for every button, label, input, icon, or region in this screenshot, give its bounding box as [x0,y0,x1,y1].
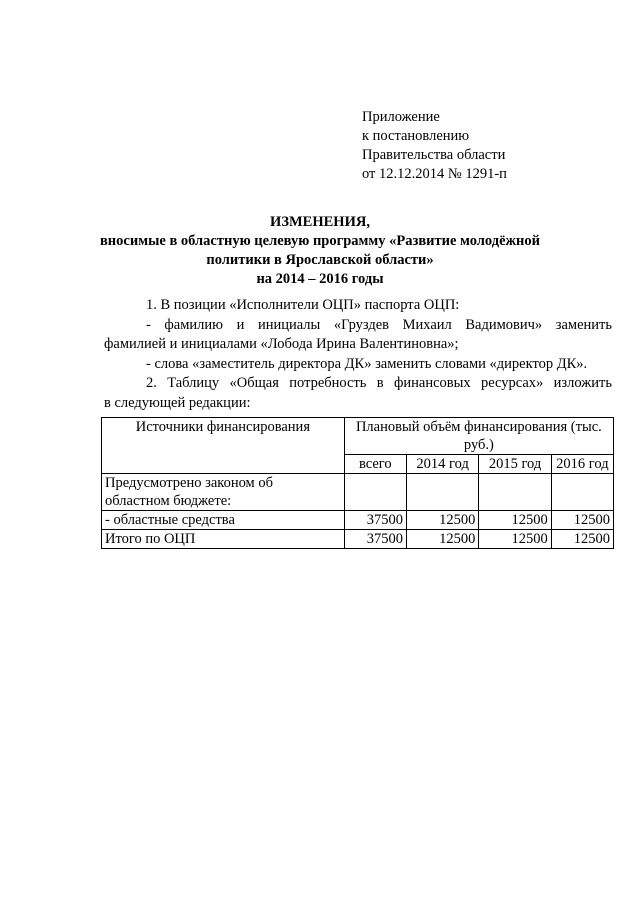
title-line: на 2014 – 2016 годы [256,271,384,287]
table-header-row [102,418,614,455]
row-value: 12500 [479,530,551,549]
appendix-line: к постановлению [362,128,470,144]
appendix-line: Правительства области [362,147,506,163]
row-value: 37500 [344,530,406,549]
subheader-cell: 2016 год [551,455,613,474]
row-label: Предусмотрено законом об областном бюджете: [102,474,345,511]
subheader-cell: 2014 год [406,455,478,474]
row-value: 12500 [406,511,478,530]
document-title [0,213,640,289]
paragraph-4-line-1: 2. Таблицу «Общая потребность в финансовых ресурсах» изложить [146,375,612,391]
paragraph-2-line-1: - фамилию и инициалы «Груздев Михаил Вадимович» заменить [146,316,612,333]
title-line: ИЗМЕНЕНИЯ, [270,214,370,230]
subheader-cell: всего [344,455,406,474]
paragraph-3: - слова «заместитель директора ДК» заменить словами «директор ДК». [146,355,588,372]
paragraph-1: 1. В позиции «Исполнители ОЦП» паспорта ОЦП: [146,297,460,313]
row-value: 12500 [551,511,613,530]
appendix-block [362,108,507,184]
row-value: 37500 [344,511,406,530]
paragraph-4-line-2: в следующей редакции: [104,394,251,411]
row-label: - областные средства [102,511,345,530]
appendix-line: от 12.12.2014 № 1291-п [362,166,507,182]
table-row [102,511,614,530]
row-value [551,474,613,511]
header-sources: Источники финансирования [102,418,345,474]
row-value [406,474,478,511]
header-planned: Плановый объём финансирования (тыс. руб.) [344,418,613,455]
paragraph-2-line-2: фамилией и инициалами «Лобода Ирина Валентиновна»; [104,336,459,352]
table-row [102,474,614,511]
table-row [102,530,614,549]
subheader-cell: 2015 год [479,455,551,474]
row-value [344,474,406,511]
row-value: 12500 [479,511,551,530]
row-label: Итого по ОЦП [102,530,345,549]
row-value: 12500 [551,530,613,549]
appendix-line: Приложение [362,109,440,125]
document-body [104,296,612,413]
title-line: вносимые в областную целевую программу «Развитие молодёжной [99,233,541,249]
row-value: 12500 [406,530,478,549]
financing-table [101,417,614,549]
title-line: политики в Ярославской области» [206,252,434,268]
row-value [479,474,551,511]
